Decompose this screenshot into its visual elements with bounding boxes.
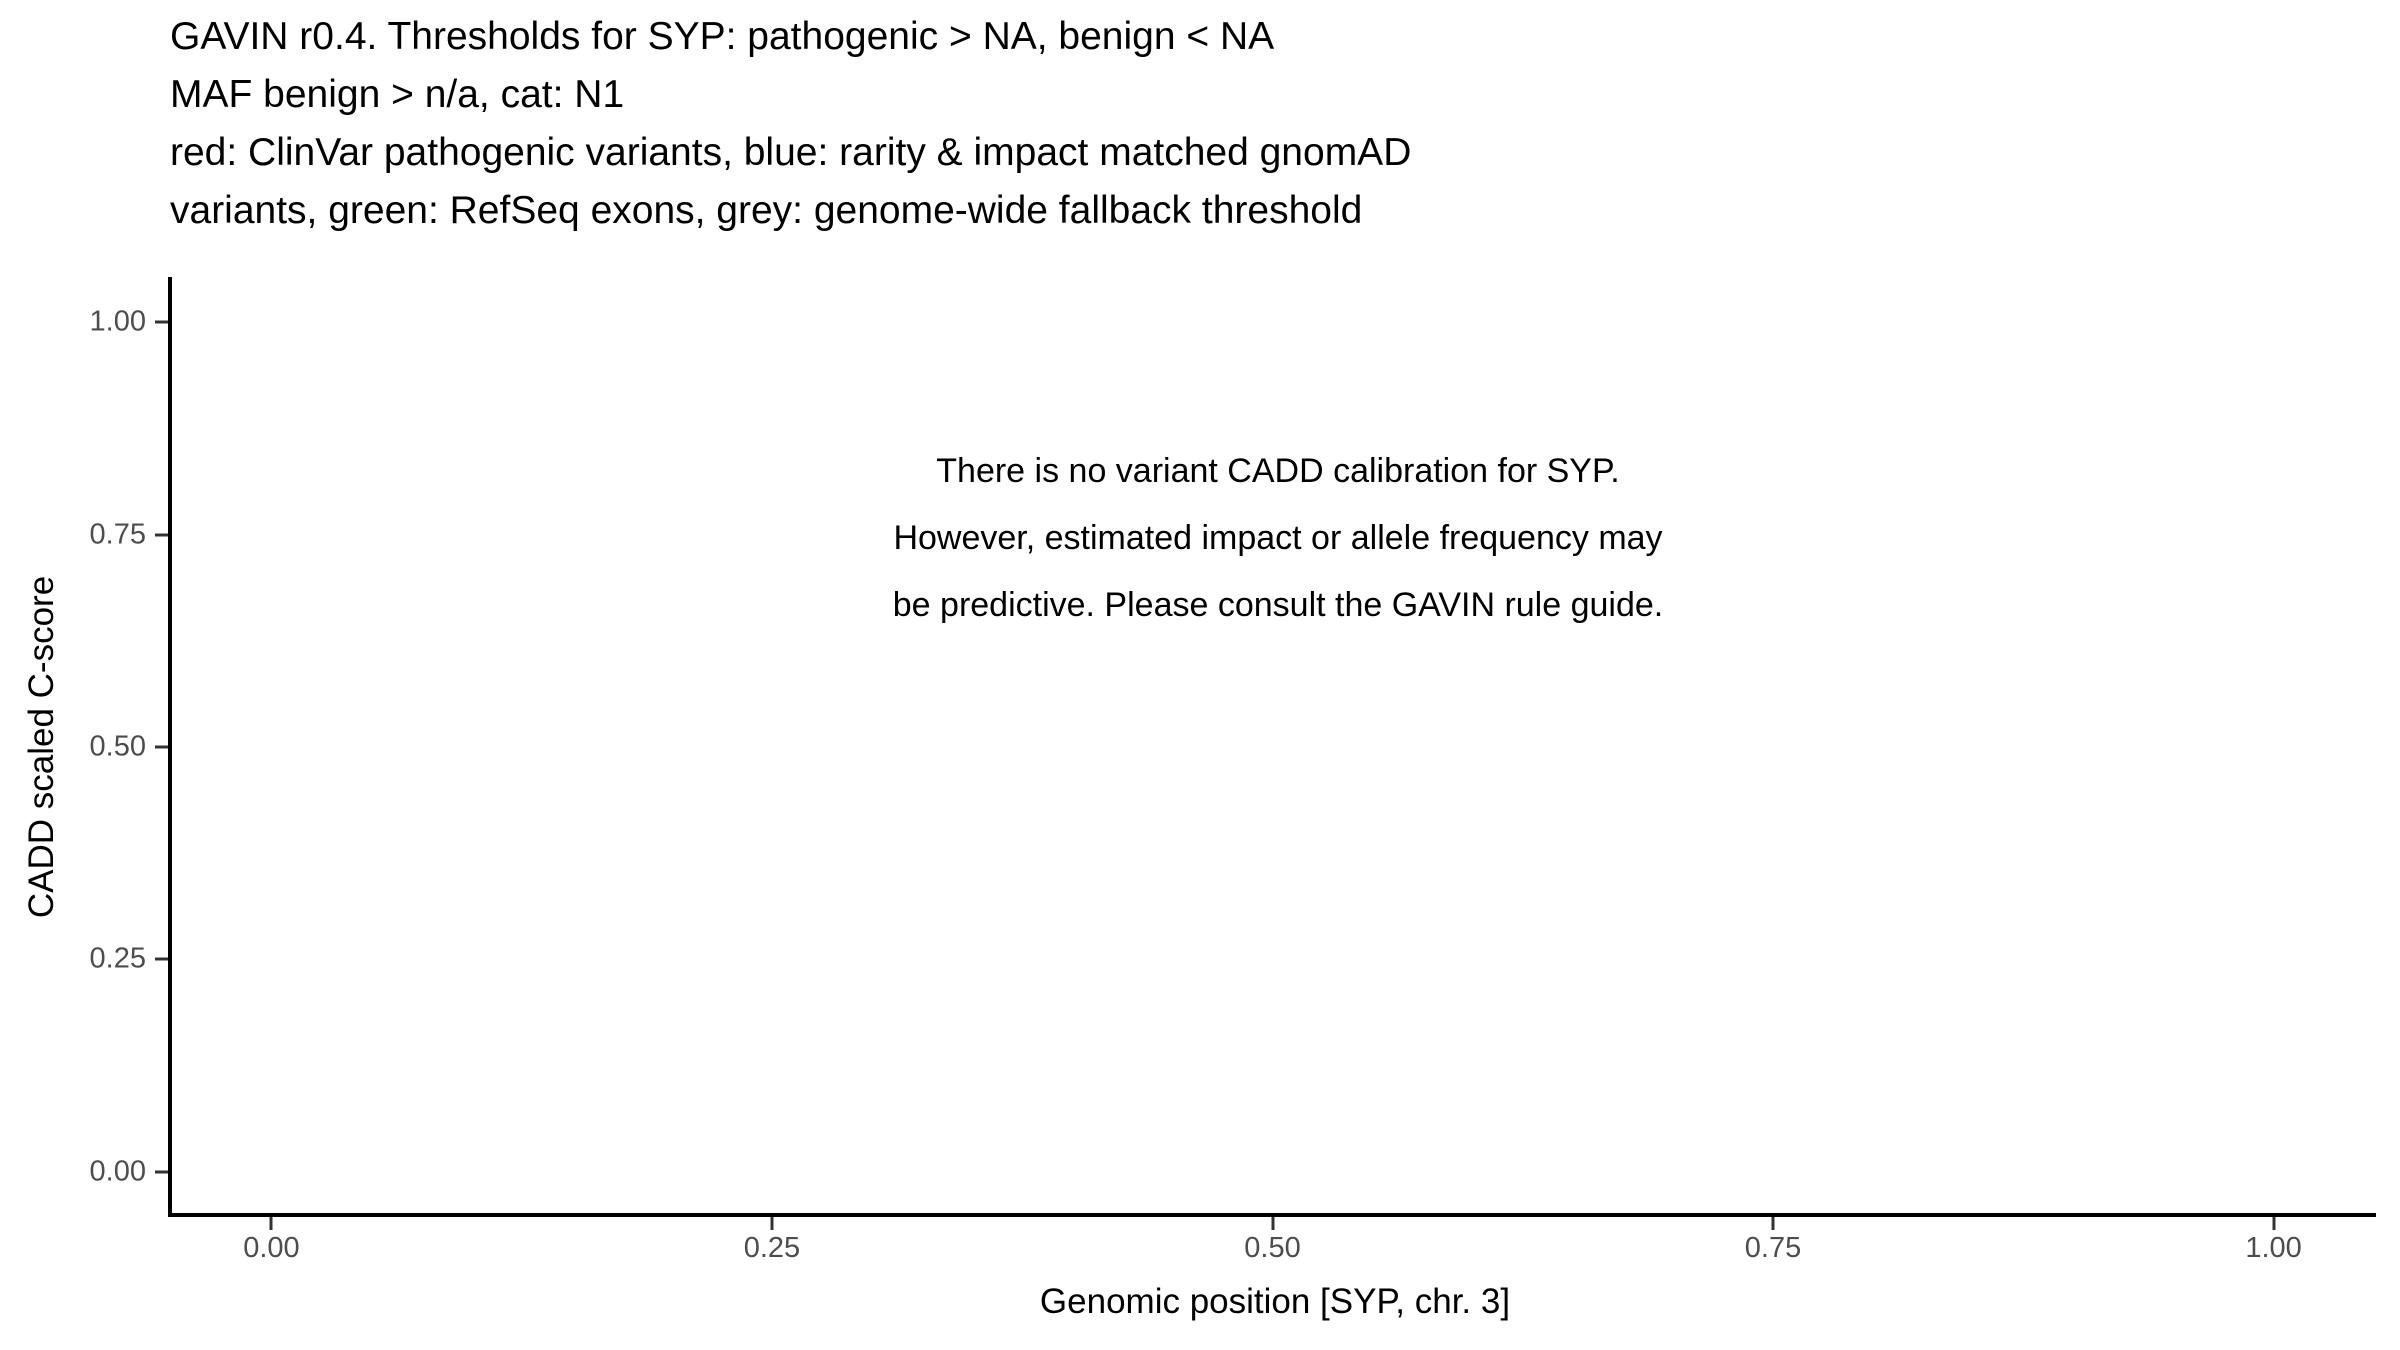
x-tick-mark <box>1772 1217 1775 1230</box>
annotation-line-3: be predictive. Please consult the GAVIN rule guide. <box>892 586 1664 624</box>
annotation-line-2: However, estimated impact or allele frequency may <box>893 519 1663 557</box>
x-tick-mark <box>270 1217 273 1230</box>
y-tick-label: 1.00 <box>89 305 146 338</box>
x-tick-label: 0.75 <box>1744 1232 1802 1264</box>
y-tick-mark <box>155 958 168 961</box>
plot-title-line-2: MAF benign > n/a, cat: N1 <box>170 73 625 116</box>
y-axis-line <box>168 277 172 1217</box>
y-tick-label: 0.25 <box>89 942 146 975</box>
y-tick-label: 0.00 <box>89 1155 146 1188</box>
annotation-line-1: There is no variant CADD calibration for SYP. <box>936 452 1620 490</box>
y-tick-mark <box>155 533 168 536</box>
x-tick-mark <box>2272 1217 2275 1230</box>
x-tick-mark <box>1271 1217 1274 1230</box>
y-tick-label: 0.75 <box>89 518 146 551</box>
x-tick-mark <box>770 1217 773 1230</box>
x-tick-label: 0.25 <box>743 1232 801 1264</box>
plot-title-line-4: variants, green: RefSeq exons, grey: genome-wide fallback threshold <box>170 189 1363 232</box>
x-tick-label: 0.50 <box>1244 1232 1301 1264</box>
x-tick-label: 0.00 <box>243 1232 300 1264</box>
x-tick-label: 1.00 <box>2245 1232 2302 1264</box>
plot-panel <box>172 279 2376 1213</box>
plot-title-line-3: red: ClinVar pathogenic variants, blue: rarity & impact matched gnomAD <box>170 131 1412 174</box>
y-tick-mark <box>155 321 168 324</box>
y-axis-title: CADD scaled C-score <box>22 575 61 919</box>
y-tick-label: 0.50 <box>89 730 146 763</box>
x-axis-title: Genomic position [SYP, chr. 3] <box>1039 1282 1511 1321</box>
y-tick-mark <box>155 1170 168 1173</box>
plot-title-line-1: GAVIN r0.4. Thresholds for SYP: pathogenic > NA, benign < NA <box>170 15 1275 58</box>
plot-title <box>170 8 1411 240</box>
y-tick-mark <box>155 746 168 749</box>
no-calibration-annotation <box>893 438 1663 639</box>
